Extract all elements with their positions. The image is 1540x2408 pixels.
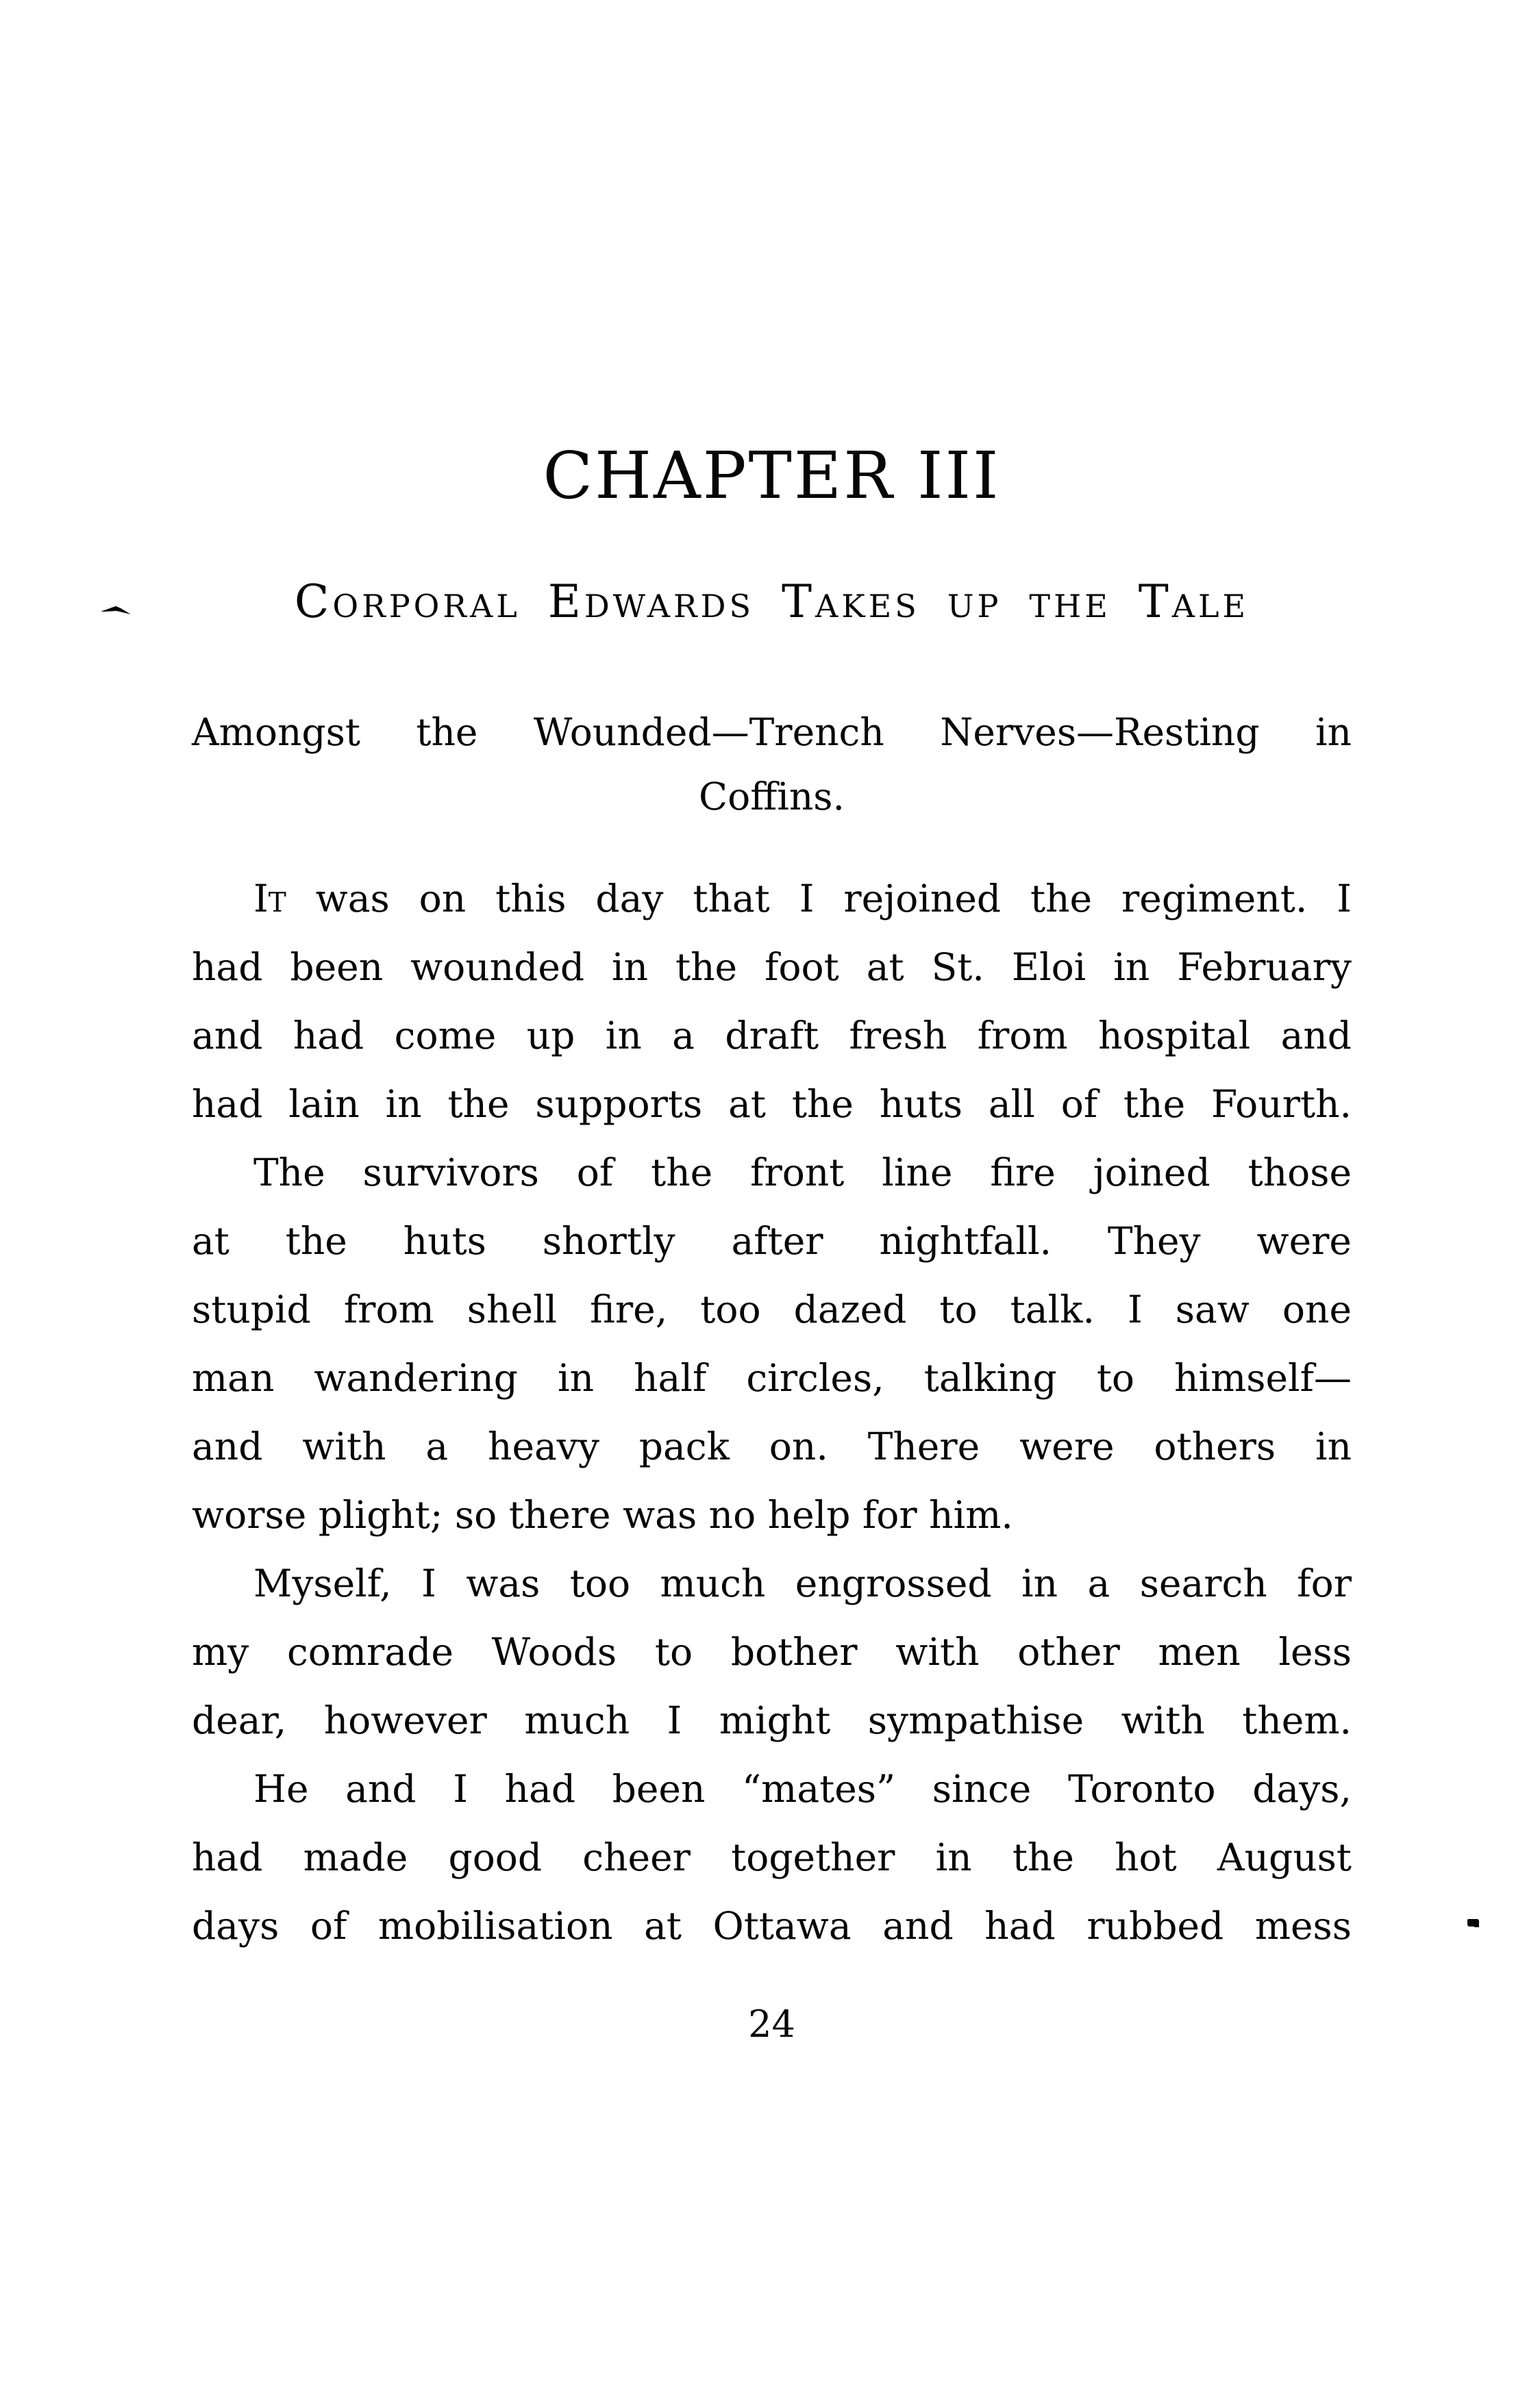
- body-line: dear, however much I might sympathise with them.: [192, 1698, 1352, 1742]
- chapter-title: CHAPTER III: [543, 438, 1001, 514]
- summary-line: Amongst the Wounded—Trench Nerves—Resting in: [192, 710, 1352, 754]
- body-line: He and I had been “mates” since Toronto days,: [253, 1767, 1352, 1811]
- body-line-text: was on this day that I rejoined the regiment. I: [286, 877, 1352, 920]
- ink-spot-icon: [1467, 1919, 1479, 1927]
- body-line: at the huts shortly after nightfall. They were: [192, 1219, 1352, 1263]
- body-line: stupid from shell fire, too dazed to talk. I saw one: [192, 1288, 1352, 1331]
- body-line: and had come up in a draft fresh from hospital and: [192, 1014, 1352, 1057]
- body-line: The survivors of the front line fire joined those: [253, 1151, 1352, 1194]
- body-line: had made good cheer together in the hot August: [192, 1835, 1352, 1879]
- pen-tick-icon: [100, 605, 132, 618]
- body-line: worse plight; so there was no help for him.: [192, 1493, 1013, 1537]
- body-line: [192, 864, 1352, 933]
- chapter-summary: [192, 700, 1352, 829]
- body-line: and with a heavy pack on. There were others in: [192, 1425, 1352, 1468]
- body-line: had been wounded in the foot at St. Eloi in February: [192, 945, 1352, 989]
- body-line: had lain in the supports at the huts all of the Fourth.: [192, 1082, 1352, 1126]
- body-text: [192, 864, 1352, 1960]
- body-line: days of mobilisation at Ottawa and had rubbed mess: [192, 1904, 1352, 1948]
- body-line: man wandering in half circles, talking to himself—: [192, 1356, 1352, 1400]
- body-line: Myself, I was too much engrossed in a search for: [253, 1562, 1352, 1605]
- chapter-subtitle: Corporal Edwards Takes up the Tale: [294, 575, 1250, 628]
- body-line: my comrade Woods to bother with other men less: [192, 1630, 1352, 1674]
- smallcaps-lead: It: [253, 877, 286, 920]
- page-number: 24: [748, 2003, 795, 2046]
- summary-line: Coffins.: [699, 775, 845, 818]
